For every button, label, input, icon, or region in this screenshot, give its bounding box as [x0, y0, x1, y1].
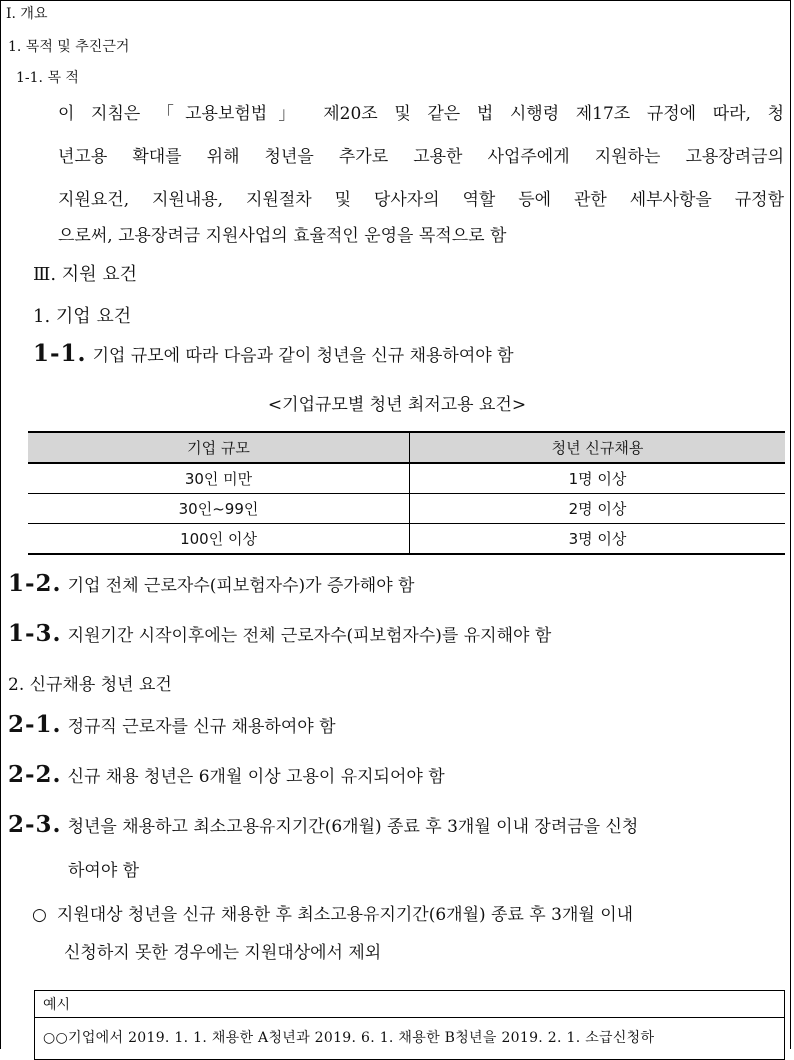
req2-1	[8, 711, 336, 738]
table-row	[28, 494, 785, 524]
item1-title: 1. 목적 및 추진근거	[8, 39, 130, 55]
req2-3-continuation: 하여야 함	[68, 861, 140, 881]
req1-title: 1. 기업 요건	[33, 306, 132, 327]
req1-3-number: 1-3.	[8, 620, 62, 647]
example-body: ○○기업에서 2019. 1. 1. 채용한 A청년과 2019. 6. 1. 채용한 B청년을 2019. 2. 1. 소급신청하	[43, 1030, 655, 1046]
section3-title: Ⅲ. 지원 요건	[33, 264, 138, 285]
cell-company-size: 30인 미만	[28, 463, 410, 494]
req2-1-number: 2-1.	[8, 711, 62, 738]
req1-3-text: 지원기간 시작이후에는 전체 근로자수(피보험자수)를 유지해야 함	[67, 626, 552, 646]
example-divider	[35, 1017, 784, 1018]
req1-2	[8, 570, 414, 597]
table-caption: <기업규모별 청년 최저고용 요건>	[267, 395, 527, 415]
cell-company-size: 30인~99인	[28, 494, 410, 524]
cell-new-hires: 1명 이상	[410, 463, 786, 494]
req1-2-text: 기업 전체 근로자수(피보험자수)가 증가해야 함	[67, 576, 415, 596]
item1-1-title: 1-1. 목 적	[16, 70, 79, 86]
req2-3-text: 청년을 채용하고 최소고용유지기간(6개월) 종료 후 3개월 이내 장려금을 신청	[67, 817, 639, 837]
purpose-line-3: 지원요건, 지원내용, 지원절차 및 당사자의 역할 등에 관한 세부사항을 규정함	[58, 190, 784, 210]
req1-1-text: 기업 규모에 따라 다음과 같이 청년을 신규 채용하여야 함	[92, 346, 514, 366]
note-line-2: 신청하지 못한 경우에는 지원대상에서 제외	[64, 943, 382, 963]
header-new-hires: 청년 신규채용	[410, 432, 786, 463]
req2-3-number: 2-3.	[8, 811, 62, 838]
table-row	[28, 524, 785, 555]
header-company-size: 기업 규모	[28, 432, 410, 463]
employment-requirement-table	[28, 431, 785, 555]
note-line-1	[32, 900, 633, 925]
table-row	[28, 463, 785, 494]
purpose-line-2: 년고용 확대를 위해 청년을 추가로 고용한 사업주에게 지원하는 고용장려금의	[58, 147, 784, 167]
section1-title: Ⅰ. 개요	[6, 6, 48, 22]
table-header-row	[28, 432, 785, 463]
example-box	[34, 990, 785, 1060]
req2-title: 2. 신규채용 청년 요건	[8, 675, 172, 695]
req2-3	[8, 811, 638, 838]
req1-1	[33, 340, 514, 367]
note-text-1: 지원대상 청년을 신규 채용한 후 최소고용유지기간(6개월) 종료 후 3개월 이내	[56, 905, 634, 925]
cell-new-hires: 2명 이상	[410, 494, 786, 524]
cell-company-size: 100인 이상	[28, 524, 410, 555]
note-bullet: ○	[32, 905, 47, 925]
req2-1-text: 정규직 근로자를 신규 채용하여야 함	[67, 717, 336, 737]
req1-1-number: 1-1.	[33, 340, 87, 367]
req2-2-number: 2-2.	[8, 761, 62, 788]
req2-2-text: 신규 채용 청년은 6개월 이상 고용이 유지되어야 함	[67, 767, 445, 787]
purpose-line-4: 으로써, 고용장려금 지원사업의 효율적인 운영을 목적으로 함	[58, 226, 507, 246]
req2-2	[8, 761, 445, 788]
purpose-line-1: 이 지침은 「고용보험법」 제20조 및 같은 법 시행령 제17조 규정에 따라, 청	[58, 104, 784, 124]
cell-new-hires: 3명 이상	[410, 524, 786, 555]
example-title: 예시	[43, 997, 71, 1013]
req1-3	[8, 620, 551, 647]
req1-2-number: 1-2.	[8, 570, 62, 597]
